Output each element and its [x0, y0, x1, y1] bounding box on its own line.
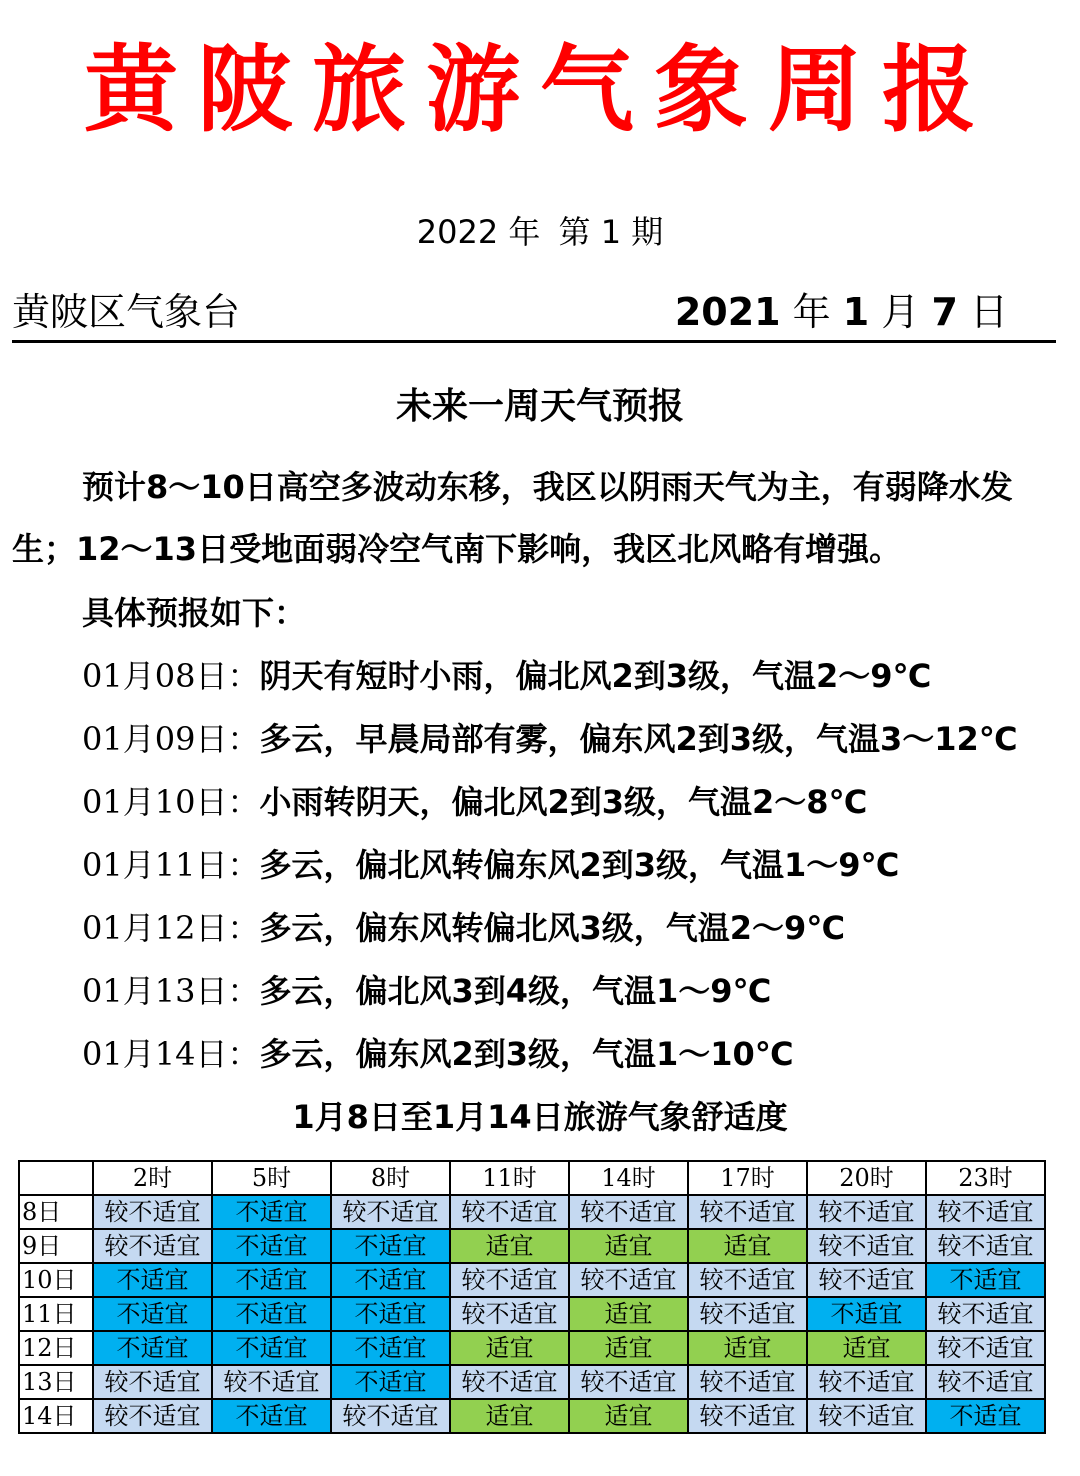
forecast-item: [82, 960, 1018, 1023]
forecast-item: [82, 897, 1018, 960]
comfort-cell: 不适宜: [331, 1365, 450, 1399]
forecast-summary: 预计8～10日高空多波动东移，我区以阴雨天气为主，有弱降水发生；12～13日受地面弱冷空气南下影响，我区北风略有增强。: [12, 468, 1013, 568]
forecast-date: 01月11日：: [82, 846, 260, 884]
forecast-date: 01月08日：: [82, 657, 260, 695]
comfort-cell: 较不适宜: [450, 1263, 569, 1297]
comfort-cell: 较不适宜: [569, 1195, 688, 1229]
date-year-unit: 年: [792, 290, 831, 334]
issuing-organization: 黄陂区气象台: [12, 290, 241, 334]
date-day: 7: [931, 290, 958, 334]
forecast-date: 01月10日：: [82, 783, 260, 821]
comfort-cell: 较不适宜: [926, 1195, 1045, 1229]
issue-date: [675, 285, 1008, 339]
date-year: 2021: [674, 290, 781, 334]
column-header: 23时: [926, 1161, 1045, 1195]
forecast-title: 未来一周天气预报: [395, 386, 684, 427]
comfort-row: [19, 1365, 1045, 1399]
comfort-cell: 适宜: [450, 1229, 569, 1263]
comfort-cell: 不适宜: [331, 1229, 450, 1263]
comfort-cell: 较不适宜: [926, 1365, 1045, 1399]
comfort-cell: 不适宜: [331, 1297, 450, 1331]
comfort-cell: 较不适宜: [450, 1195, 569, 1229]
comfort-cell: 较不适宜: [807, 1229, 926, 1263]
forecast-date: 01月12日：: [82, 909, 260, 947]
comfort-cell: 较不适宜: [926, 1297, 1045, 1331]
forecast-date: 01月13日：: [82, 972, 260, 1010]
comfort-cell: 适宜: [569, 1331, 688, 1365]
row-header-day: 14日: [19, 1399, 93, 1433]
corner-cell: [19, 1161, 93, 1195]
comfort-cell: 适宜: [450, 1399, 569, 1433]
comfort-cell: 适宜: [688, 1229, 807, 1263]
comfort-cell: 较不适宜: [212, 1365, 331, 1399]
comfort-cell: 较不适宜: [807, 1195, 926, 1229]
forecast-text: 小雨转阴天，偏北风2到3级，气温2～8℃: [259, 783, 868, 821]
comfort-cell: 较不适宜: [93, 1195, 212, 1229]
comfort-cell: 较不适宜: [569, 1263, 688, 1297]
comfort-cell: 较不适宜: [688, 1365, 807, 1399]
comfort-cell: 较不适宜: [688, 1195, 807, 1229]
comfort-body: [19, 1195, 1045, 1433]
comfort-row: [19, 1263, 1045, 1297]
column-header: 8时: [331, 1161, 450, 1195]
row-header-day: 10日: [19, 1263, 93, 1297]
comfort-cell: 较不适宜: [926, 1229, 1045, 1263]
comfort-header-row: [19, 1161, 1045, 1195]
comfort-cell: 较不适宜: [807, 1263, 926, 1297]
comfort-row: [19, 1229, 1045, 1263]
comfort-cell: 较不适宜: [93, 1229, 212, 1263]
comfort-cell: 较不适宜: [93, 1399, 212, 1433]
comfort-cell: 适宜: [569, 1399, 688, 1433]
comfort-cell: 不适宜: [212, 1331, 331, 1365]
column-header: 2时: [93, 1161, 212, 1195]
date-day-unit: 日: [969, 290, 1008, 334]
comfort-cell: 不适宜: [331, 1263, 450, 1297]
comfort-cell: 较不适宜: [688, 1297, 807, 1331]
comfort-cell: 适宜: [569, 1297, 688, 1331]
row-header-day: 11日: [19, 1297, 93, 1331]
comfort-cell: 不适宜: [93, 1263, 212, 1297]
forecast-item: [82, 1023, 1018, 1086]
comfort-row: [19, 1297, 1045, 1331]
forecast-text: 多云，偏北风转偏东风2到3级，气温1～9℃: [259, 846, 900, 884]
comfort-cell: 不适宜: [212, 1297, 331, 1331]
comfort-cell: 较不适宜: [450, 1297, 569, 1331]
comfort-cell: 不适宜: [926, 1399, 1045, 1433]
comfort-cell: 较不适宜: [688, 1399, 807, 1433]
comfort-cell: 不适宜: [331, 1331, 450, 1365]
comfort-cell: 不适宜: [93, 1331, 212, 1365]
comfort-cell: 不适宜: [93, 1297, 212, 1331]
forecast-item: [82, 834, 1018, 897]
comfort-cell: 较不适宜: [93, 1365, 212, 1399]
comfort-row: [19, 1331, 1045, 1365]
forecast-text: 多云，偏北风3到4级，气温1～9℃: [259, 972, 772, 1010]
forecast-date: 01月14日：: [82, 1035, 260, 1073]
column-header: 14时: [569, 1161, 688, 1195]
forecast-text: 多云，偏东风2到3级，气温1～10℃: [259, 1035, 794, 1073]
comfort-row: [19, 1399, 1045, 1433]
row-header-day: 8日: [19, 1195, 93, 1229]
column-header: 11时: [450, 1161, 569, 1195]
forecast-item: [82, 708, 1018, 771]
forecast-date: 01月09日：: [82, 720, 260, 758]
row-header-day: 12日: [19, 1331, 93, 1365]
forecast-text: 多云，早晨局部有雾，偏东风2到3级，气温3～12℃: [259, 720, 1018, 758]
date-month: 1: [842, 290, 870, 334]
forecast-text: 阴天有短时小雨，偏北风2到3级，气温2～9℃: [259, 657, 932, 695]
issue-line: [0, 208, 1080, 256]
comfort-cell: 不适宜: [212, 1399, 331, 1433]
comfort-table-title: 1月8日至1月14日旅游气象舒适度: [292, 1098, 788, 1136]
comfort-table: [18, 1160, 1046, 1434]
comfort-cell: 较不适宜: [569, 1365, 688, 1399]
column-header: 20时: [807, 1161, 926, 1195]
comfort-cell: 不适宜: [807, 1297, 926, 1331]
comfort-cell: 不适宜: [926, 1263, 1045, 1297]
comfort-cell: 较不适宜: [450, 1365, 569, 1399]
comfort-row: [19, 1195, 1045, 1229]
comfort-cell: 适宜: [569, 1229, 688, 1263]
comfort-cell: 适宜: [688, 1331, 807, 1365]
issue-year: 2022 年: [416, 213, 541, 251]
date-month-unit: 月: [881, 290, 920, 334]
comfort-cell: 不适宜: [212, 1195, 331, 1229]
daily-forecast-list: [82, 645, 1018, 1086]
forecast-intro: 具体预报如下：: [82, 594, 307, 632]
comfort-cell: 较不适宜: [807, 1399, 926, 1433]
forecast-item: [82, 645, 1018, 708]
row-header-day: 13日: [19, 1365, 93, 1399]
header-divider: [12, 340, 1056, 343]
row-header-day: 9日: [19, 1229, 93, 1263]
comfort-cell: 较不适宜: [926, 1331, 1045, 1365]
comfort-cell: 较不适宜: [688, 1263, 807, 1297]
comfort-cell: 较不适宜: [807, 1365, 926, 1399]
column-header: 17时: [688, 1161, 807, 1195]
comfort-cell: 适宜: [807, 1331, 926, 1365]
comfort-cell: 较不适宜: [331, 1195, 450, 1229]
comfort-cell: 较不适宜: [331, 1399, 450, 1433]
comfort-cell: 不适宜: [212, 1229, 331, 1263]
comfort-cell: 不适宜: [212, 1263, 331, 1297]
issue-number: 第 1 期: [558, 213, 664, 251]
column-header: 5时: [212, 1161, 331, 1195]
masthead-title: 黄陂旅游气象周报: [83, 35, 996, 145]
forecast-text: 多云，偏东风转偏北风3级，气温2～9℃: [259, 909, 846, 947]
forecast-item: [82, 771, 1018, 834]
comfort-cell: 适宜: [450, 1331, 569, 1365]
